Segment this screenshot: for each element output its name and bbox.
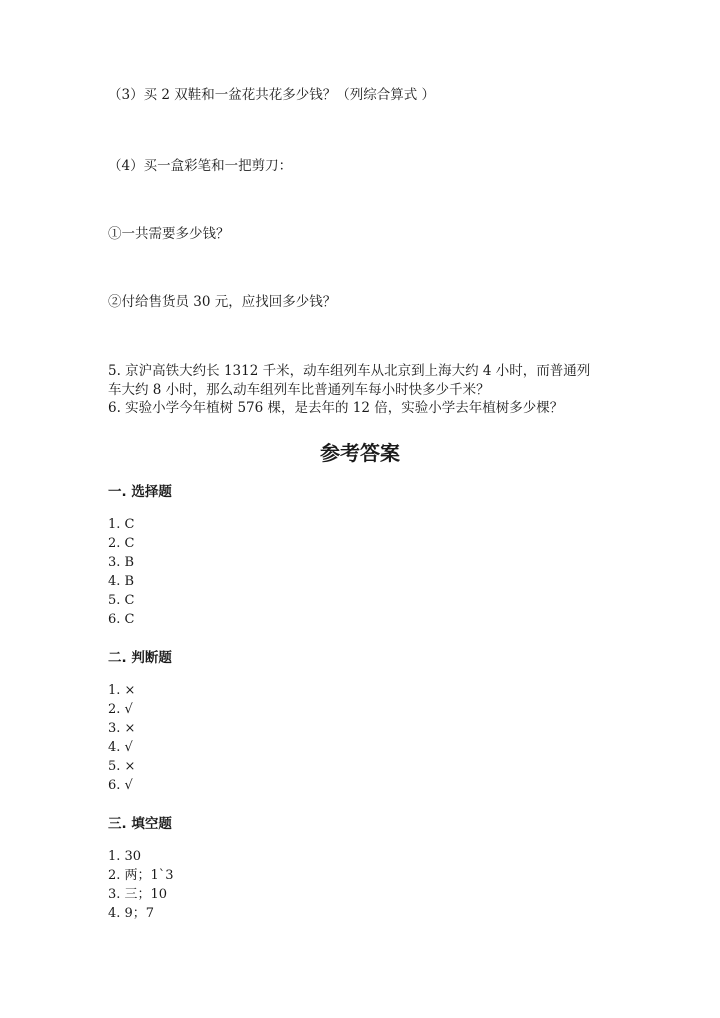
problem-5-line-2: 车大约 8 小时，那么动车组列车比普通列车每小时快多少千米？ <box>108 382 490 398</box>
answer-item: 4. 9；7 <box>108 906 155 921</box>
answer-item: 1. 30 <box>108 849 142 864</box>
answer-item: 6. √ <box>108 778 133 793</box>
question-4-part-1: ①一共需要多少钱？ <box>108 226 230 242</box>
problem-6: 6. 实验小学今年植树 576 棵，是去年的 12 倍，实验小学去年植树多少棵？ <box>108 400 564 416</box>
answer-item: 3. B <box>108 555 135 570</box>
answer-item: 1. × <box>108 683 136 698</box>
answer-item: 6. C <box>108 612 135 627</box>
answer-item: 2. √ <box>108 702 133 717</box>
answers-title: 参考答案 <box>320 441 400 465</box>
answer-item: 3. × <box>108 721 136 736</box>
answer-item: 2. C <box>108 536 135 551</box>
answer-item: 4. √ <box>108 740 133 755</box>
section-judge-title: 二. 判断题 <box>108 650 172 666</box>
section-choice-title: 一. 选择题 <box>108 484 172 500</box>
answer-item: 3. 三；10 <box>108 887 168 902</box>
answer-item: 5. C <box>108 593 135 608</box>
question-4-part-2: ②付给售货员 30 元，应找回多少钱？ <box>108 294 337 310</box>
answer-item: 4. B <box>108 574 135 589</box>
question-4: （4）买一盒彩笔和一把剪刀： <box>108 158 293 174</box>
answer-item: 5. × <box>108 759 136 774</box>
section-fill-title: 三. 填空题 <box>108 816 172 832</box>
question-3: （3）买 2 双鞋和一盆花共花多少钱？（列综合算式 ） <box>108 87 436 103</box>
answer-item: 2. 两；1`3 <box>108 868 174 883</box>
problem-5-line-1: 5. 京沪高铁大约长 1312 千米，动车组列车从北京到上海大约 4 小时，而普通列 <box>108 363 591 379</box>
answer-item: 1. C <box>108 517 135 532</box>
